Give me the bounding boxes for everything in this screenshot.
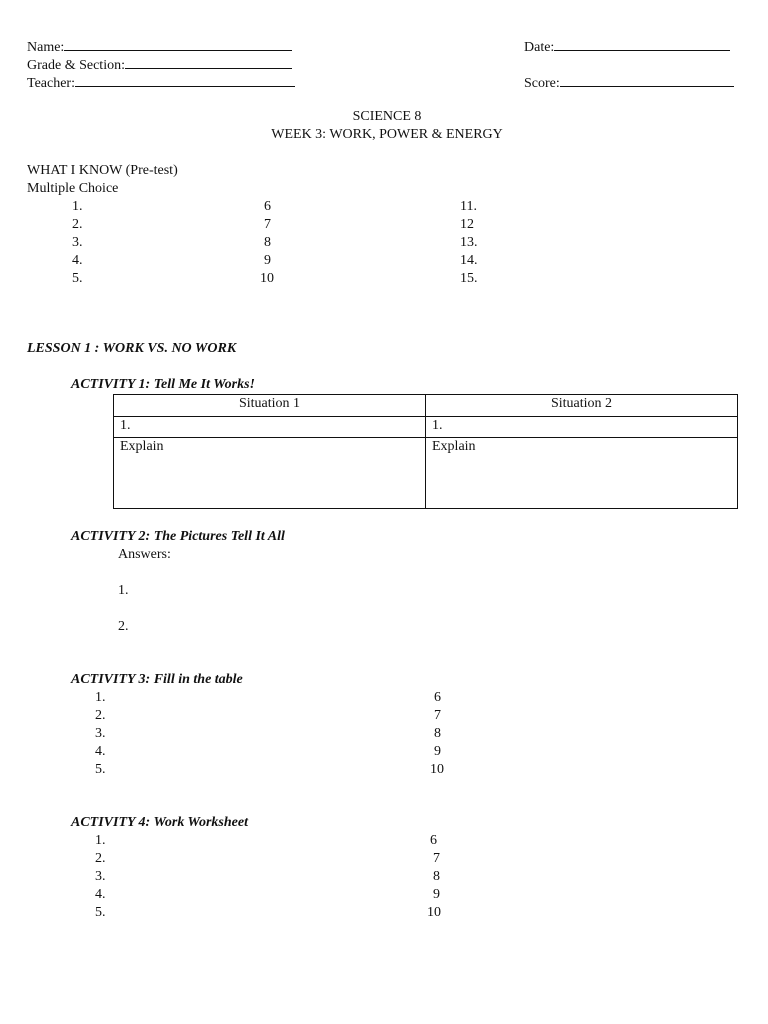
score-blank[interactable]: [560, 74, 734, 87]
pretest-subheading: Multiple Choice: [27, 181, 119, 196]
situation2-number[interactable]: 1.: [426, 417, 738, 438]
activity3-item: 6: [434, 690, 441, 705]
pretest-item: 11.: [460, 199, 477, 214]
pretest-item: 13.: [460, 235, 478, 250]
activity1-title: ACTIVITY 1: Tell Me It Works!: [71, 377, 255, 392]
activity4-item: 7: [433, 851, 440, 866]
grade-section-field[interactable]: [27, 56, 292, 74]
pretest-item: 9: [264, 253, 271, 268]
activity2-item: 2.: [118, 619, 129, 634]
activity3-item: 8: [434, 726, 441, 741]
week-title: WEEK 3: WORK, POWER & ENERGY: [271, 127, 503, 142]
activity4-item: 5.: [95, 905, 106, 920]
activity4-item: 10: [427, 905, 441, 920]
activity3-item: 5.: [95, 762, 106, 777]
activity3-item: 3.: [95, 726, 106, 741]
activity3-item: 7: [434, 708, 441, 723]
pretest-item: 10: [260, 271, 274, 286]
situation-table: [113, 394, 738, 509]
activity4-item: 9: [433, 887, 440, 902]
activity3-item: 10: [430, 762, 444, 777]
grade-section-label: Grade & Section:: [27, 58, 125, 73]
name-label: Name:: [27, 40, 65, 55]
name-field[interactable]: [27, 38, 292, 56]
activity2-title: ACTIVITY 2: The Pictures Tell It All: [71, 529, 285, 544]
name-blank[interactable]: [64, 38, 292, 51]
activity2-answers-label: Answers:: [118, 547, 171, 562]
pretest-item: 8: [264, 235, 271, 250]
situation2-header: Situation 2: [426, 395, 738, 417]
score-field[interactable]: [524, 74, 734, 92]
teacher-label: Teacher:: [27, 76, 75, 91]
pretest-heading: WHAT I KNOW (Pre-test): [27, 163, 178, 178]
pretest-item: 15.: [460, 271, 478, 286]
activity4-item: 4.: [95, 887, 106, 902]
pretest-item: 1.: [72, 199, 83, 214]
pretest-item: 5.: [72, 271, 83, 286]
subject-title: SCIENCE 8: [352, 109, 422, 124]
activity4-item: 8: [433, 869, 440, 884]
activity4-item: 3.: [95, 869, 106, 884]
date-label: Date:: [524, 40, 555, 55]
pretest-item: 3.: [72, 235, 83, 250]
activity3-title: ACTIVITY 3: Fill in the table: [71, 672, 243, 687]
situation1-explain[interactable]: Explain: [114, 438, 426, 509]
situation1-header: Situation 1: [114, 395, 426, 417]
score-label: Score:: [524, 76, 560, 91]
teacher-field[interactable]: [27, 74, 295, 92]
activity2-item: 1.: [118, 583, 129, 598]
activity3-item: 1.: [95, 690, 106, 705]
date-blank[interactable]: [554, 38, 730, 51]
pretest-item: 2.: [72, 217, 83, 232]
activity3-item: 2.: [95, 708, 106, 723]
pretest-item: 6: [264, 199, 271, 214]
activity4-title: ACTIVITY 4: Work Worksheet: [71, 815, 248, 830]
grade-section-blank[interactable]: [125, 56, 292, 69]
situation2-explain[interactable]: Explain: [426, 438, 738, 509]
pretest-item: 14.: [460, 253, 478, 268]
activity3-item: 9: [434, 744, 441, 759]
lesson1-title: LESSON 1 : WORK VS. NO WORK: [27, 341, 237, 356]
activity4-item: 6: [430, 833, 437, 848]
pretest-item: 4.: [72, 253, 83, 268]
activity4-item: 2.: [95, 851, 106, 866]
date-field[interactable]: [524, 38, 730, 56]
situation1-number[interactable]: 1.: [114, 417, 426, 438]
activity4-item: 1.: [95, 833, 106, 848]
teacher-blank[interactable]: [75, 74, 295, 87]
pretest-item: 7: [264, 217, 271, 232]
pretest-item: 12: [460, 217, 474, 232]
activity3-item: 4.: [95, 744, 106, 759]
